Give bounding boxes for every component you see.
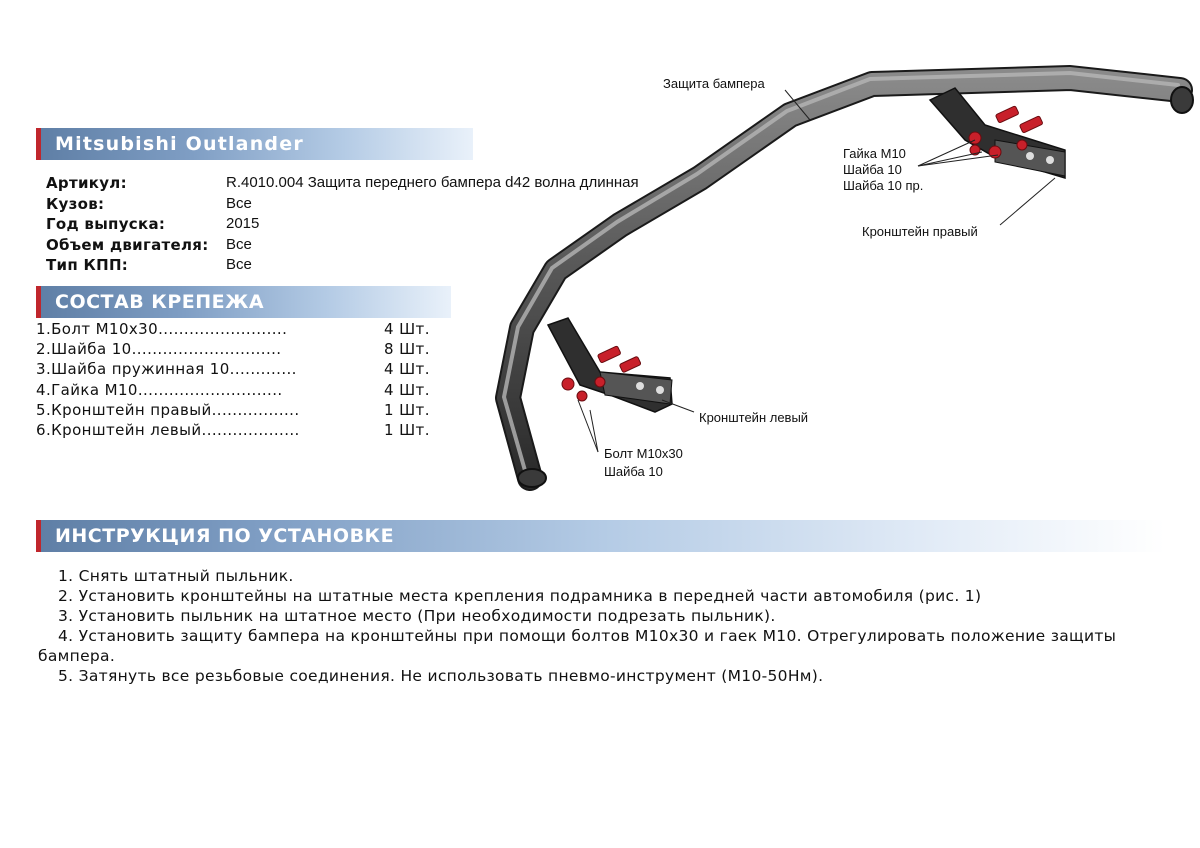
- part-qty: 1 Шт.: [384, 421, 430, 440]
- part-name: 3.Шайба пружинная 10.............: [36, 360, 297, 379]
- right-bracket: [930, 88, 1065, 178]
- label-nut: Гайка М10: [843, 146, 906, 161]
- instruction-step: 5. Затянуть все резьбовые соединения. Не использовать пневмо-инструмент (М10-50Нм).: [58, 667, 824, 685]
- left-bracket: [548, 318, 672, 412]
- bumper-tube: [504, 73, 1193, 487]
- spec-key: Объем двигателя:: [46, 235, 209, 254]
- fasteners-title: СОСТАВ КРЕПЕЖА: [41, 286, 451, 318]
- label-spring-washer: Шайба 10 пр.: [843, 178, 924, 193]
- spec-value: R.4010.004 Защита переднего бампера d42 волна длинная: [226, 174, 639, 191]
- spec-key: Год выпуска:: [46, 215, 166, 233]
- installation-title: ИНСТРУКЦИЯ ПО УСТАНОВКЕ: [41, 520, 1165, 552]
- label-left-bracket: Кронштейн левый: [699, 410, 809, 425]
- part-qty: 4 Шт.: [384, 360, 430, 379]
- spec-key: Тип КПП:: [46, 256, 129, 274]
- spec-key: Артикул:: [46, 174, 127, 192]
- spec-value: Все: [226, 194, 252, 212]
- model-title: Mitsubishi Outlander: [41, 128, 473, 160]
- label-washer-left: Шайба 10: [604, 464, 663, 479]
- part-name: 4.Гайка М10............................: [36, 380, 283, 399]
- part-qty: 8 Шт.: [384, 340, 430, 359]
- part-name: 6.Кронштейн левый...................: [36, 421, 300, 440]
- label-washer: Шайба 10: [843, 162, 902, 177]
- installation-banner: [36, 520, 1165, 552]
- instruction-step: 1. Снять штатный пыльник.: [58, 567, 294, 585]
- spec-value: 2015: [226, 215, 260, 232]
- part-name: 5.Кронштейн правый.................: [36, 400, 300, 419]
- instruction-step: 2. Установить кронштейны на штатные места крепления подрамника в передней части автомобиля (рис. 1): [58, 587, 982, 605]
- installation-steps: [38, 566, 1148, 686]
- part-name: 2.Шайба 10.............................: [36, 340, 282, 359]
- spec-value: Все: [226, 256, 252, 273]
- part-qty: 4 Шт.: [384, 320, 430, 338]
- part-qty: 1 Шт.: [384, 400, 430, 419]
- label-right-bracket: Кронштейн правый: [862, 224, 978, 239]
- part-qty: 4 Шт.: [384, 380, 430, 399]
- label-bumper: Защита бампера: [663, 76, 765, 91]
- spec-key: Кузов:: [46, 194, 105, 213]
- instruction-step: 3. Установить пыльник на штатное место (При необходимости подрезать пыльник).: [58, 607, 776, 625]
- spec-value: Все: [226, 235, 252, 253]
- part-name: 1.Болт М10х30.........................: [36, 320, 288, 338]
- label-bolt: Болт М10х30: [604, 446, 683, 461]
- instruction-step: 4. Установить защиту бампера на кронштейны при помощи болтов М10х30 и гаек М10. Отрегулировать положение защиты бампера.: [38, 627, 1117, 665]
